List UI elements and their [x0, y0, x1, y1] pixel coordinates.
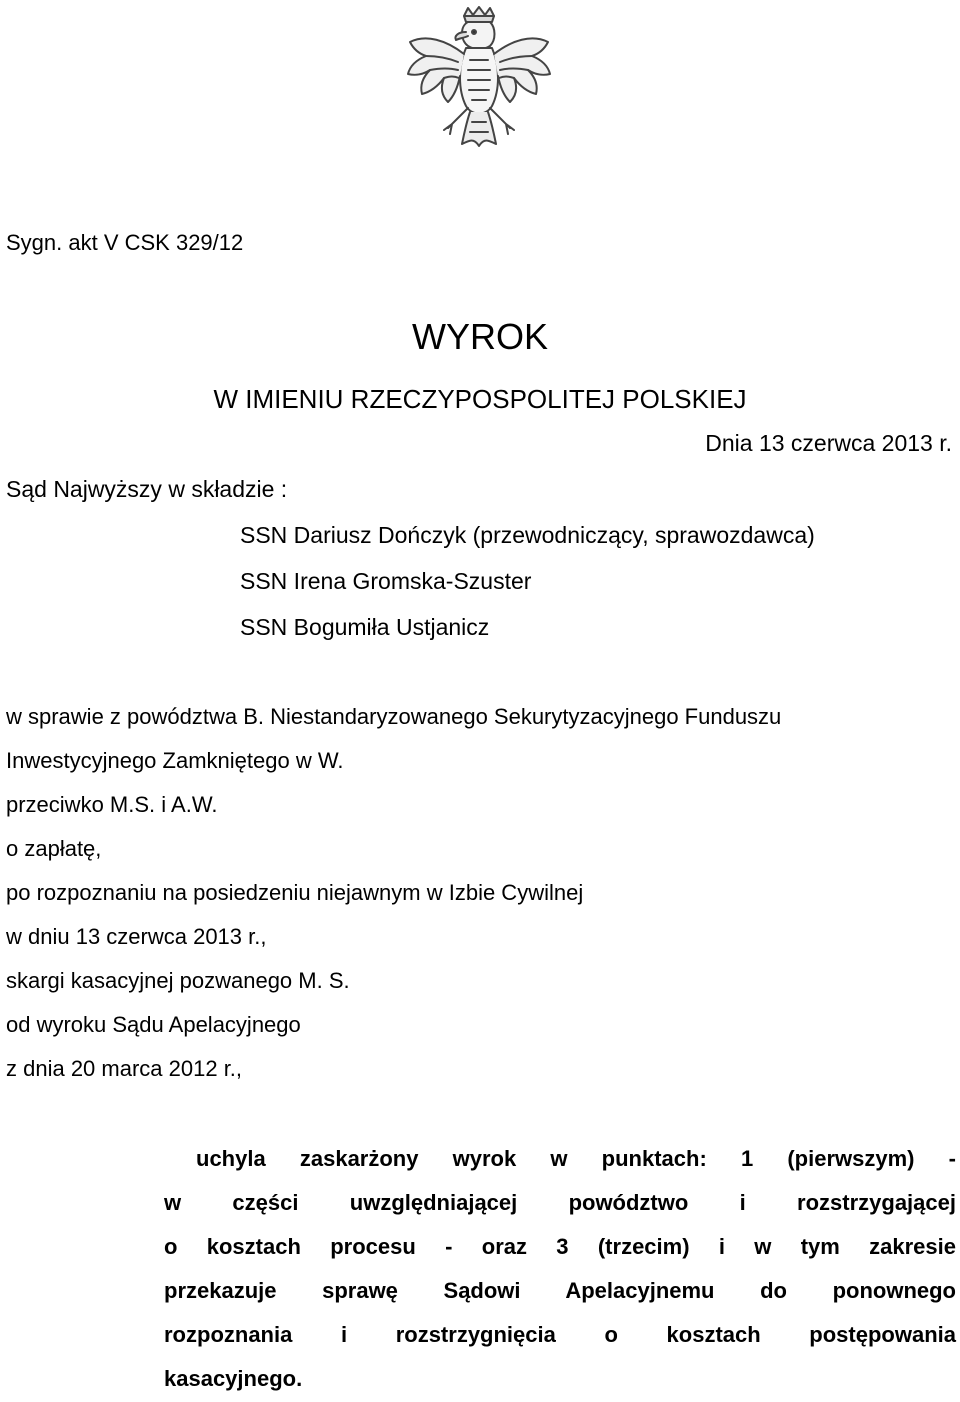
- verdict-line: przekazuje sprawę Sądowi Apelacyjnemu do ponownego: [164, 1278, 956, 1303]
- verdict-line: w części uwzględniającej powództwo i rozstrzygającej: [164, 1190, 956, 1215]
- case-detail-line: w sprawie z powództwa B. Niestandaryzowanego Sekurytyzacyjnego Funduszu: [6, 704, 782, 729]
- court-intro: Sąd Najwyższy w składzie :: [6, 476, 288, 502]
- judge-presiding: SSN Dariusz Dończyk (przewodniczący, sprawozdawca): [240, 522, 815, 548]
- verdict-line: kasacyjnego.: [164, 1366, 303, 1391]
- judgment-date: Dnia 13 czerwca 2013 r.: [705, 430, 952, 456]
- document-subtitle: W IMIENIU RZECZYPOSPOLITEJ POLSKIEJ: [213, 384, 747, 414]
- case-signature: Sygn. akt V CSK 329/12: [6, 230, 244, 255]
- case-detail-line: w dniu 13 czerwca 2013 r.,: [6, 924, 267, 949]
- case-detail-line: po rozpoznaniu na posiedzeniu niejawnym w Izbie Cywilnej: [6, 880, 584, 905]
- judge-member: SSN Irena Gromska-Szuster: [240, 568, 532, 594]
- verdict-line: uchyla zaskarżony wyrok w punktach: 1 (pierwszym) -: [196, 1146, 956, 1171]
- document-title: WYROK: [411, 316, 548, 357]
- case-detail-line: o zapłatę,: [6, 836, 102, 861]
- case-detail-line: z dnia 20 marca 2012 r.,: [6, 1056, 243, 1081]
- polish-eagle-emblem-icon: [396, 6, 562, 166]
- verdict-line: rozpoznania i rozstrzygnięcia o kosztach postępowania: [164, 1322, 956, 1347]
- judge-member: SSN Bogumiła Ustjanicz: [240, 614, 490, 640]
- case-detail-line: Inwestycyjnego Zamkniętego w W.: [6, 748, 344, 773]
- case-detail-line: przeciwko M.S. i A.W.: [6, 792, 218, 817]
- verdict-line: o kosztach procesu - oraz 3 (trzecim) i w tym zakresie: [164, 1234, 956, 1259]
- case-detail-line: od wyroku Sądu Apelacyjnego: [6, 1012, 301, 1037]
- case-detail-line: skargi kasacyjnej pozwanego M. S.: [6, 968, 350, 993]
